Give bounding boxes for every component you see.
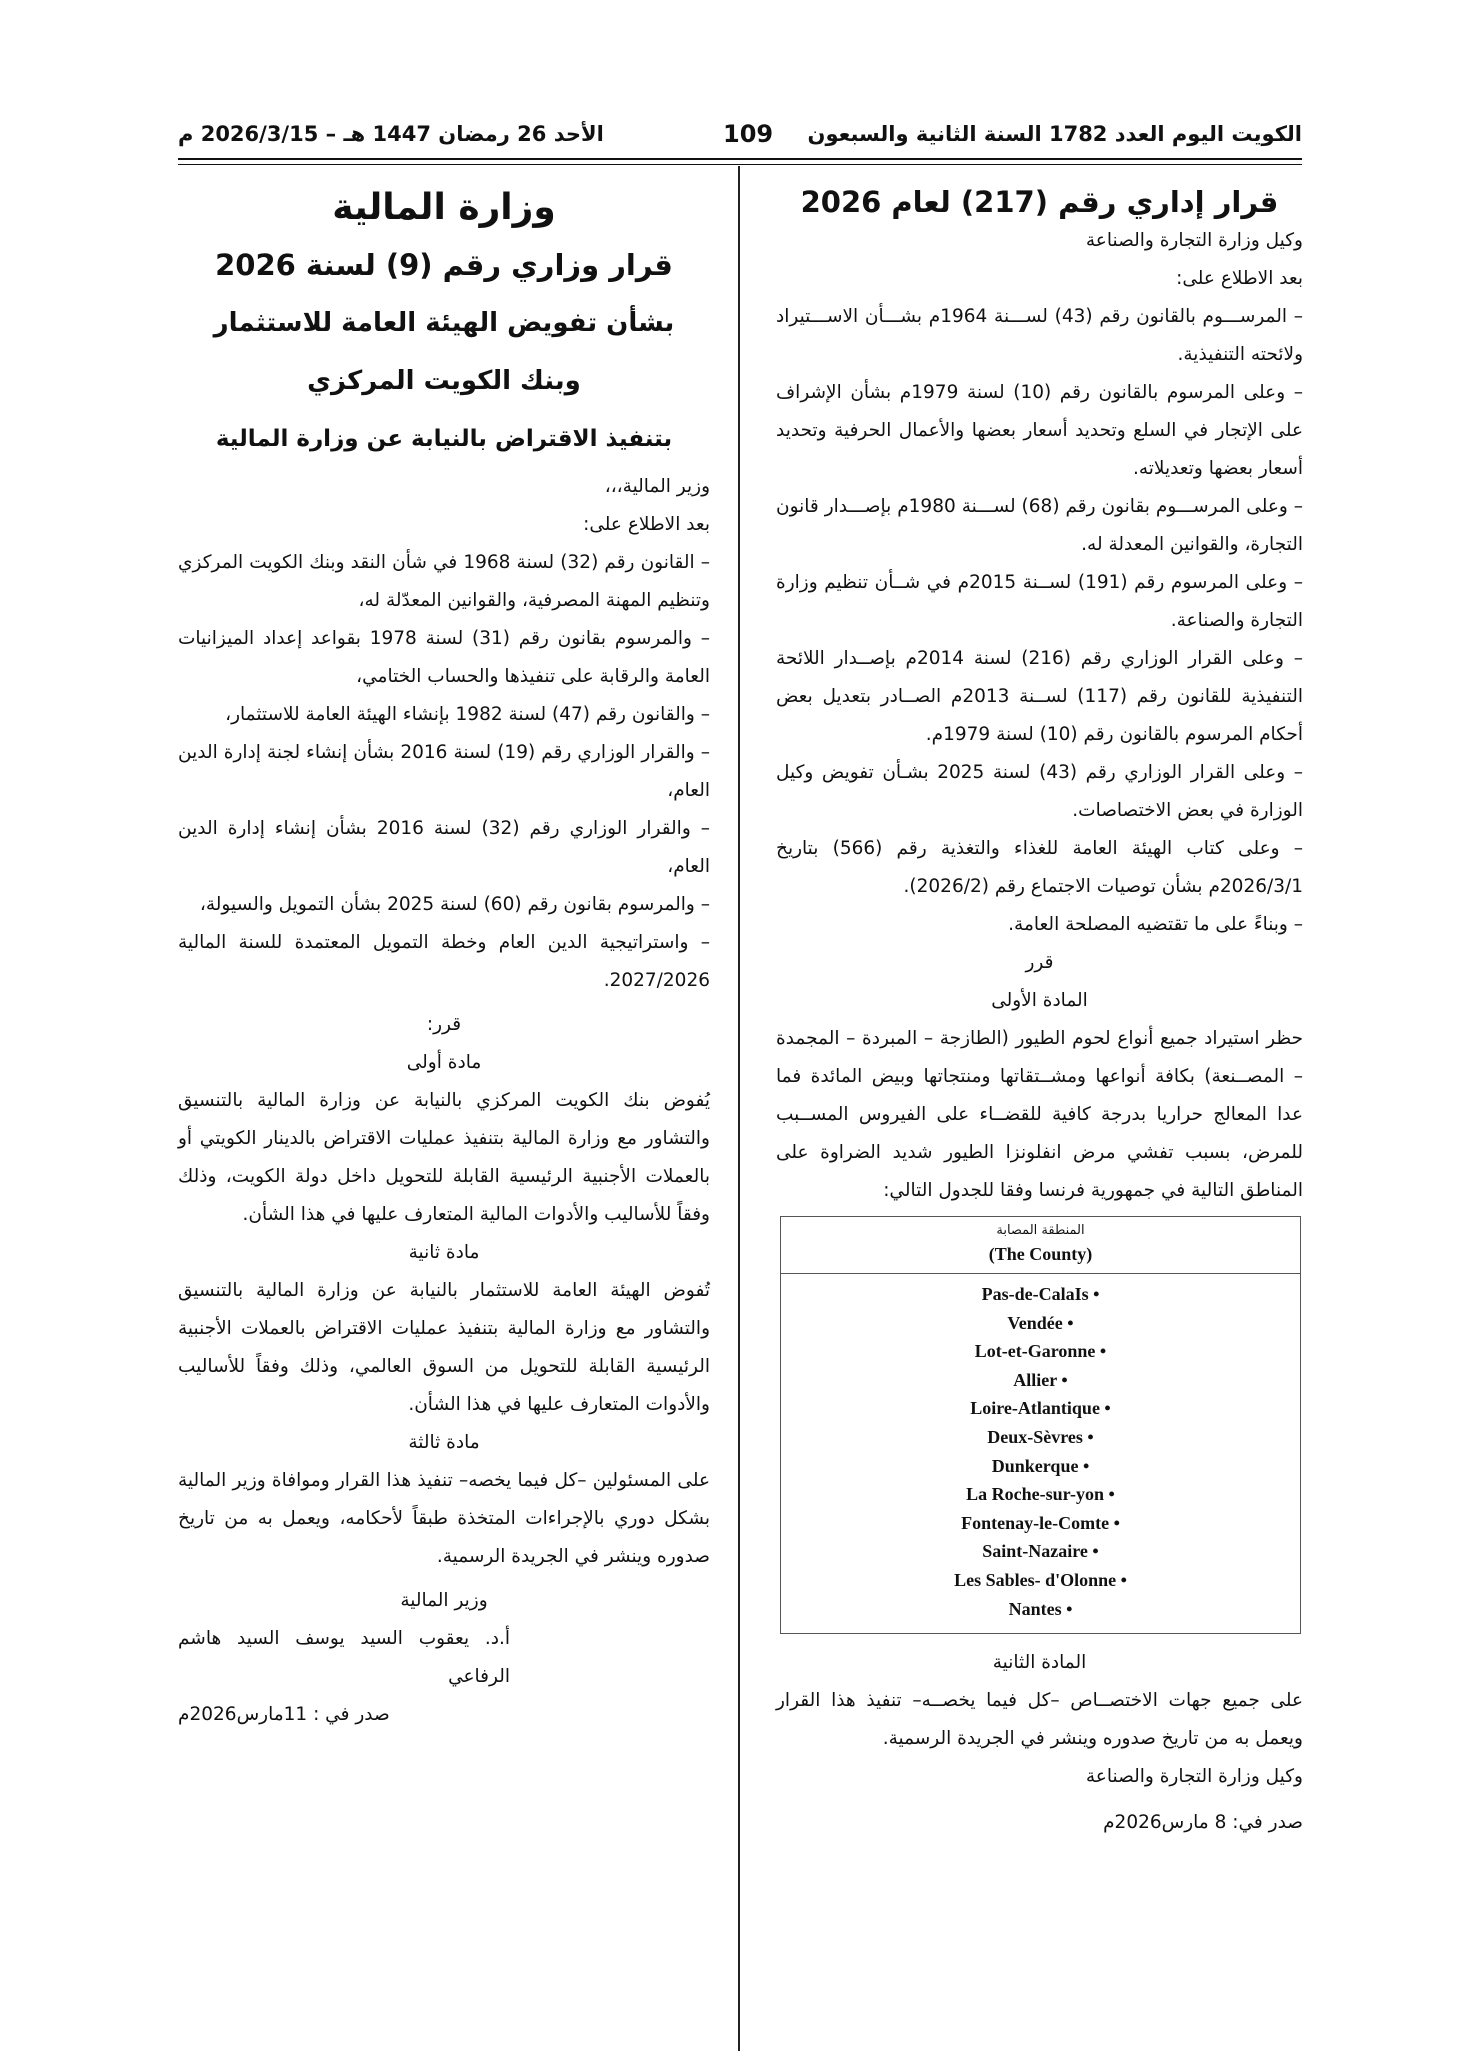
legal-reference: – والقرار الوزاري رقم (19) لسنة 2016 بشأن إنشاء لجنة إدارة الدين العام، [178, 742, 710, 801]
region-item: Dunkerque • [991, 1455, 1090, 1476]
legal-reference: – المرســـوم بالقانون رقم (43) لســـنة 1964م بشـــأن الاســـتيراد ولائحته التنفيذية. [776, 306, 1303, 365]
legal-reference: – والقرار الوزاري رقم (32) لسنة 2016 بشأن إنشاء إدارة الدين العام، [178, 818, 710, 877]
header-issue-info: الكويت اليوم العدد 1782 السنة الثانية والسبعون [807, 122, 1302, 146]
article-3-title: مادة ثالثة [408, 1432, 480, 1453]
region-item: Pas-de-CalaIs • [981, 1284, 1100, 1304]
region-item: Vendée • [1007, 1312, 1074, 1333]
issue-date: صدر في : 11مارس2026م [178, 1704, 390, 1725]
article-1-title: المادة الأولى [991, 990, 1088, 1011]
article-1-title: مادة أولى [406, 1052, 482, 1073]
legal-reference: – وعلى القرار الوزاري رقم (216) لسنة 2014م بإصــدار اللائحة التنفيذية للقانون رقم (117) لســنة 2013م الصــادر بتعديل بعض أحكام المرسوم بالقانون رقم (10) لسنة 1979م. [776, 648, 1303, 745]
decision-preamble: بعد الاطلاع على: [1176, 268, 1303, 289]
article-2-title: المادة الثانية [992, 1652, 1087, 1674]
region-item: Loire-Atlantique • [970, 1398, 1111, 1419]
signatory-title: وزير المالية [400, 1590, 488, 1611]
decision-title: قرار إداري رقم (217) لعام 2026 [800, 185, 1279, 219]
region-list [781, 1274, 1300, 1633]
signatory-name: أ.د. يعقوب السيد يوسف السيد هاشم الرفاعي [178, 1628, 510, 1687]
region-item: Les Sables- d'Olonne • [954, 1569, 1127, 1590]
legal-reference: – القانون رقم (32) لسنة 1968 في شأن النقد وبنك الكويت المركزي وتنظيم المهنة المصرفية، والقوانين المعدّلة له، [178, 552, 710, 611]
region-item: Allier • [1013, 1369, 1068, 1390]
article-1-text: حظر استيراد جميع أنواع لحوم الطيور (الطازجة – المبردة – المجمدة – المصــنعة) بكافة أنواعها ومشــتقاتها ومنتجاتها وبيض المائدة فما عدا المعالج حراريا بدرجة كافية للقضــاء على الفيروس المســبب للمرض، بسبب تفشي مرض انفلونزا الطيور شديد الضراوة على المناطق التالية في جمهورية فرنسا وفقا للجدول التالي: [776, 1028, 1303, 1201]
ministry-name: وزارة المالية [332, 187, 556, 228]
article-1-text: يُفوض بنك الكويت المركزي بالنيابة عن وزارة المالية بالتنسيق والتشاور مع وزارة المالية بتنفيذ عمليات الاقتراض بالدينار الكويتي أو بالعملات الأجنبية الرئيسية القابلة للتحويل داخل دولة الكويت، وذلك وفقاً للأساليب والأدوات المالية المتعارف عليها في هذا الشأن. [178, 1090, 710, 1225]
decided-heading: قرر: [426, 1014, 462, 1035]
decision-issuer: وكيل وزارة التجارة والصناعة [1085, 230, 1303, 251]
article-2-text: تُفوض الهيئة العامة للاستثمار بالنيابة عن وزارة المالية بالتنسيق والتشاور مع وزارة المالية بتنفيذ عمليات الاقتراض بالعملات الأجنبية الرئيسية القابلة للتحويل من السوق العالمي، وذلك وفقاً للأساليب والأدوات المتعارف عليها في هذا الشأن. [178, 1280, 710, 1415]
header-rule-thin [178, 164, 1302, 165]
legal-reference: – والمرسوم بقانون رقم (60) لسنة 2025 بشأن التمويل والسيولة، [199, 894, 710, 915]
decision-subtitle: وبنك الكويت المركزي [307, 366, 581, 396]
header-rule-thick [178, 158, 1302, 160]
signatory: وكيل وزارة التجارة والصناعة [1085, 1766, 1303, 1788]
table-header-english: (The County) [988, 1244, 1093, 1264]
region-item: La Roche-sur-yon • [966, 1484, 1115, 1505]
decided-heading: قرر [1025, 952, 1054, 973]
finance-decision [178, 168, 710, 1734]
column-divider [738, 166, 740, 2051]
decision-title: قرار وزاري رقم (9) لسنة 2026 [215, 248, 673, 282]
commerce-decision [776, 168, 1303, 1842]
table-header [781, 1217, 1300, 1274]
page-number: 109 [723, 120, 774, 148]
legal-reference: – وعلى المرســـوم بقانون رقم (68) لســـنة 1980م بإصـــدار قانون التجارة، والقوانين المعدلة له. [776, 496, 1303, 555]
legal-reference: – وعلى القرار الوزاري رقم (43) لسنة 2025 بشـأن تفويض وكيل الوزارة في بعض الاختصاصات. [776, 762, 1304, 821]
issue-date: صدر في: 8 مارس2026م [1103, 1812, 1303, 1834]
region-item: Nantes • [1008, 1598, 1073, 1619]
table-header-arabic: المنطقة المصابة [996, 1223, 1085, 1238]
article-3-text: على المسئولين –كل فيما يخصه– تنفيذ هذا القرار وموافاة وزير المالية بشكل دوري بالإجراءات المتخذة طبقاً لأحكامه، ويعمل به من تاريخ صدوره وينشر في الجريدة الرسمية. [178, 1470, 710, 1567]
article-2-text: على جميع جهات الاختصــاص –كل فيما يخصــه– تنفيذ هذا القرار ويعمل به من تاريخ صدوره وينشر في الجريدة الرسمية. [776, 1690, 1303, 1750]
region-item: Fontenay-le-Comte • [961, 1512, 1120, 1533]
legal-reference: – وبناءً على ما تقتضيه المصلحة العامة. [1008, 914, 1303, 935]
legal-reference: – وعلى المرسوم بالقانون رقم (10) لسنة 1979م بشأن الإشراف على الإتجار في السلع وتحديد أسعار بعضها والأعمال الحرفية وتحديد أسعار بعضها وتعديلاته. [776, 382, 1303, 479]
affected-regions-table [780, 1216, 1301, 1634]
page-header [178, 118, 1302, 158]
decision-issuer: وزير المالية،،، [604, 476, 710, 497]
header-date: الأحد 26 رمضان 1447 هـ – 2026/3/15 م [178, 122, 604, 146]
legal-reference: – والمرسوم بقانون رقم (31) لسنة 1978 بقواعد إعداد الميزانيات العامة والرقابة على تنفيذها والحساب الختامي، [178, 628, 710, 687]
legal-reference: – وعلى المرسوم رقم (191) لســنة 2015م في شــأن تنظيم وزارة التجارة والصناعة. [776, 572, 1303, 631]
region-item: Lot-et-Garonne • [974, 1341, 1107, 1362]
article-2-title: مادة ثانية [408, 1242, 480, 1263]
legal-reference: – واستراتيجية الدين العام وخطة التمويل المعتمدة للسنة المالية 2027/2026. [178, 932, 710, 991]
legal-reference: – والقانون رقم (47) لسنة 1982 بإنشاء الهيئة العامة للاستثمار، [225, 704, 710, 725]
decision-subtitle: بتنفيذ الاقتراض بالنيابة عن وزارة المالية [215, 426, 673, 452]
region-item: Deux-Sèvres • [987, 1426, 1094, 1447]
legal-reference: – وعلى كتاب الهيئة العامة للغذاء والتغذية رقم (566) بتاريخ 2026/3/1م بشأن توصيات الاجتماع رقم (2026/2). [776, 838, 1303, 897]
decision-preamble: بعد الاطلاع على: [583, 514, 710, 535]
region-item: Saint-Nazaire • [982, 1541, 1099, 1562]
decision-subtitle: بشأن تفويض الهيئة العامة للاستثمار [213, 308, 675, 338]
